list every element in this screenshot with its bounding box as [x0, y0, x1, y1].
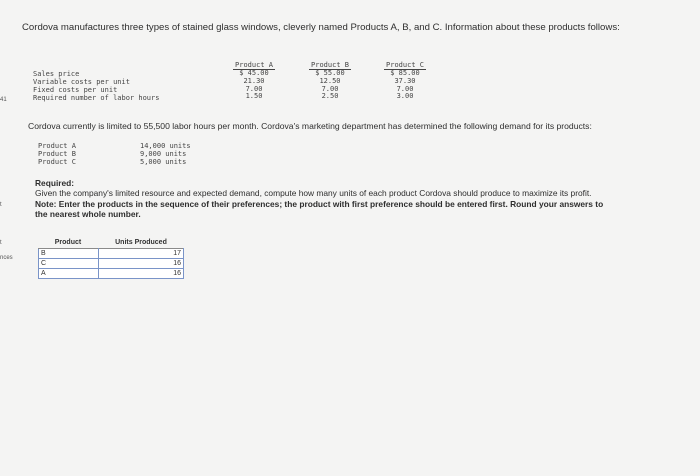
column-header: Product B	[311, 61, 349, 69]
cell: 7.00	[396, 84, 414, 93]
units-input[interactable]: 16	[98, 269, 183, 279]
cell: 7.00	[245, 84, 263, 93]
table-row	[39, 249, 184, 259]
table-row	[39, 259, 184, 269]
units-input[interactable]: 16	[98, 259, 183, 269]
cell: $ 55.00	[315, 69, 345, 77]
cell: 3.00	[396, 92, 414, 101]
sidebar-fragment: t	[0, 240, 2, 246]
required-section	[35, 178, 605, 220]
product-b-column	[304, 61, 356, 101]
cell: 21.30	[243, 76, 265, 85]
demand-value: 14,000 units	[140, 142, 191, 150]
cell: 1.50	[245, 92, 263, 101]
required-text: Given the company's limited resource and expected demand, compute how many units of each product Cordova should produce to maximize its profit.	[35, 188, 592, 199]
demand-label: Product C	[38, 158, 76, 166]
product-input[interactable]: B	[39, 249, 99, 259]
product-a-column	[228, 61, 280, 101]
demand-label: Product B	[38, 150, 76, 158]
left-sidebar-fragment	[0, 0, 14, 476]
demand-label: Product A	[38, 142, 76, 150]
required-note: Note: Enter the products in the sequence of their preferences; the product with first preference should be entered first. Round your answers to the nearest whole number.	[35, 198, 604, 220]
answer-header-units: Units Produced	[115, 238, 167, 246]
row-label: Sales price	[33, 70, 80, 78]
answer-table	[38, 236, 184, 279]
demand-value: 5,000 units	[140, 158, 187, 166]
column-header: Product A	[235, 61, 273, 69]
cell: $ 85.00	[390, 69, 420, 77]
product-input[interactable]: C	[39, 259, 99, 269]
table-row	[39, 269, 184, 279]
demand-value: 9,000 units	[140, 150, 187, 158]
row-label: Variable costs per unit	[33, 78, 130, 86]
cell: 12.50	[319, 76, 341, 85]
cell: 7.00	[321, 84, 339, 93]
sidebar-fragment: t	[0, 202, 2, 208]
cell: 2.50	[321, 92, 339, 101]
demand-intro-text: Cordova currently is limited to 55,500 labor hours per month. Cordova's marketing department has determined the following demand for its products:	[28, 121, 592, 131]
row-label: Required number of labor hours	[33, 94, 160, 102]
cell: 37.30	[394, 76, 416, 85]
row-label: Fixed costs per unit	[33, 86, 118, 94]
intro-text: Cordova manufactures three types of stained glass windows, cleverly named Products A, B, and C. Information about these products follows:	[22, 22, 620, 33]
cell: $ 45.00	[239, 69, 269, 77]
product-c-column	[379, 61, 431, 101]
required-title: Required:	[35, 178, 75, 188]
sidebar-fragment: 41	[0, 97, 7, 103]
sidebar-fragment: nces	[0, 255, 13, 261]
units-input[interactable]: 17	[98, 249, 183, 259]
column-header: Product C	[386, 61, 424, 69]
answer-header-product: Product	[54, 238, 82, 246]
product-input[interactable]: A	[39, 269, 99, 279]
